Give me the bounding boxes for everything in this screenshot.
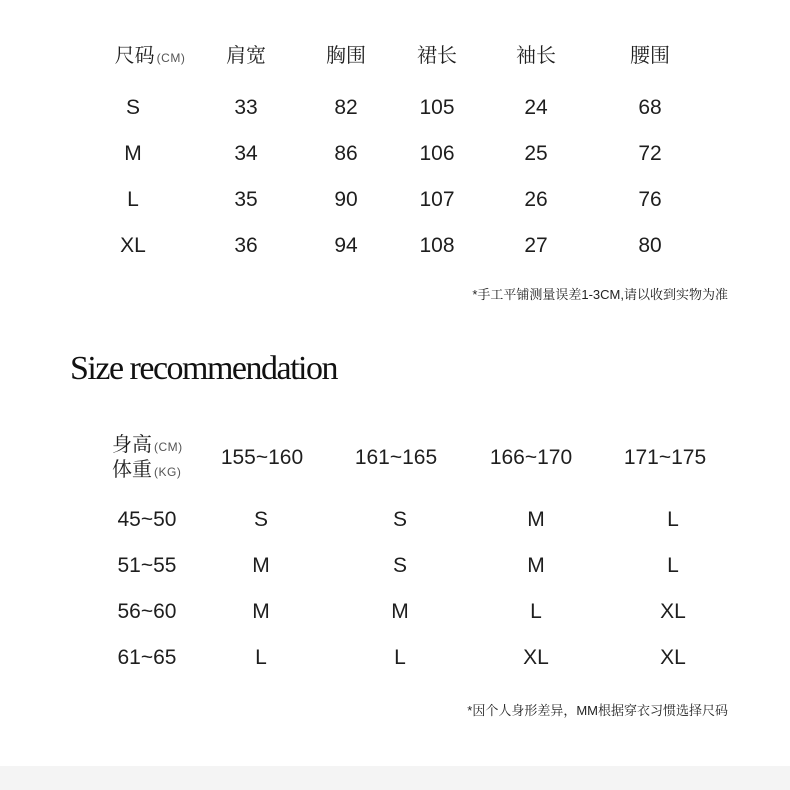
section-title: Size recommendation	[70, 350, 338, 387]
row-weight: 51~55	[117, 554, 177, 577]
row-shoulder: 36	[234, 234, 258, 257]
row-size: XL	[120, 234, 146, 257]
size-header	[115, 46, 186, 66]
row-chest: 86	[334, 142, 358, 165]
height-column-header: 155~160	[220, 446, 304, 469]
row-size-cell: S	[253, 508, 269, 531]
row-size-cell: L	[667, 554, 679, 577]
recommendation-note: *因个人身形差异，MM根据穿衣习惯选择尺码	[467, 703, 728, 718]
weight-header-label: 体重	[112, 459, 152, 481]
skirt-length-header: 裙长	[417, 45, 457, 67]
row-waist: 68	[638, 96, 662, 119]
row-skirt-length: 108	[419, 234, 455, 257]
row-size-cell: L	[530, 600, 542, 623]
row-shoulder: 35	[234, 188, 258, 211]
height-column-header: 166~170	[489, 446, 573, 469]
row-weight: 45~50	[117, 508, 177, 531]
size-header-label: 尺码	[114, 45, 155, 67]
row-waist: 80	[638, 234, 662, 257]
height-header	[112, 433, 183, 459]
row-size-cell: XL	[660, 600, 686, 623]
height-column-header: 171~175	[623, 446, 707, 469]
row-size-cell: L	[255, 646, 267, 669]
row-size-cell: M	[252, 600, 270, 623]
row-size-cell: L	[394, 646, 406, 669]
row-sleeve-length: 26	[524, 188, 548, 211]
row-waist: 76	[638, 188, 662, 211]
row-sleeve-length: 27	[524, 234, 548, 257]
footer-band	[0, 766, 790, 790]
row-size-cell: L	[667, 508, 679, 531]
height-header-unit: (CM)	[154, 440, 183, 454]
row-waist: 72	[638, 142, 662, 165]
weight-header	[112, 458, 181, 484]
row-size-cell: XL	[523, 646, 549, 669]
row-size-cell: S	[392, 508, 408, 531]
measurement-note: *手工平铺测量误差1-3CM,请以收到实物为准	[472, 287, 728, 302]
height-column-header: 161~165	[354, 446, 438, 469]
row-size-cell: XL	[660, 646, 686, 669]
row-size: S	[125, 96, 141, 119]
row-sleeve-length: 24	[524, 96, 548, 119]
row-weight: 61~65	[117, 646, 177, 669]
row-skirt-length: 107	[419, 188, 455, 211]
row-chest: 94	[334, 234, 358, 257]
waist-header: 腰围	[630, 45, 670, 67]
row-chest: 90	[334, 188, 358, 211]
row-sleeve-length: 25	[524, 142, 548, 165]
height-header-label: 身高	[112, 434, 152, 456]
row-weight: 56~60	[117, 600, 177, 623]
row-size-cell: S	[392, 554, 408, 577]
row-size: L	[127, 188, 139, 211]
size-header-unit: (CM)	[156, 51, 186, 65]
row-size-cell: M	[252, 554, 270, 577]
row-size-cell: M	[527, 554, 545, 577]
row-skirt-length: 106	[419, 142, 455, 165]
weight-header-unit: (KG)	[154, 465, 182, 479]
row-skirt-length: 105	[419, 96, 455, 119]
sleeve-length-header: 袖长	[516, 45, 556, 67]
row-size-cell: M	[527, 508, 545, 531]
row-chest: 82	[334, 96, 358, 119]
shoulder-header: 肩宽	[226, 45, 266, 67]
row-shoulder: 33	[234, 96, 258, 119]
row-shoulder: 34	[234, 142, 258, 165]
chest-header: 胸围	[326, 45, 366, 67]
row-size-cell: M	[391, 600, 409, 623]
row-size: M	[124, 142, 142, 165]
